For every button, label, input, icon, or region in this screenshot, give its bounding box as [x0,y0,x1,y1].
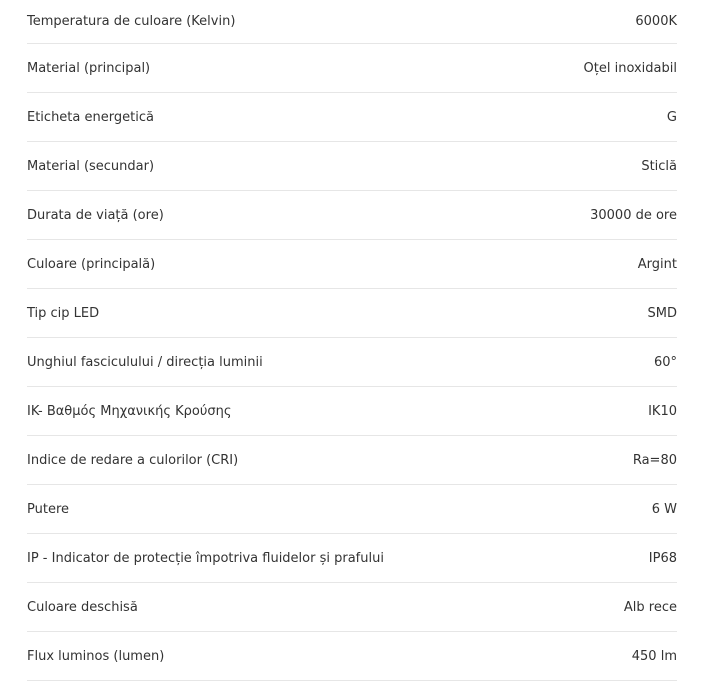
spec-row-material-secondary [27,142,677,191]
spec-label: Unghiul fasciculului / direcția luminii [27,354,263,370]
spec-value: G [666,109,677,125]
spec-row-ip-rating [27,534,677,583]
spec-value: Sticlă [641,158,677,174]
spec-label: Indice de redare a culorilor (CRI) [27,452,239,468]
spec-value: 6000K [635,14,677,29]
spec-value: Alb rece [623,599,677,615]
spec-row-color-primary [27,240,677,289]
spec-value: IP68 [648,550,677,566]
spec-value: 450 lm [631,648,677,664]
spec-table [27,0,677,681]
spec-value: 30000 de ore [590,207,677,223]
spec-value: SMD [647,305,677,321]
spec-label: Putere [27,501,70,517]
spec-label: Culoare (principală) [27,256,156,272]
spec-value: Ra=80 [632,452,677,468]
spec-row-led-chip [27,289,677,338]
spec-label: Material (secundar) [27,158,155,174]
spec-value: 6 W [651,501,677,517]
spec-row-light-color [27,583,677,632]
spec-label: Durata de viață (ore) [27,207,164,223]
spec-row-ik-rating [27,387,677,436]
spec-value: IK10 [648,403,677,419]
spec-label: Tip cip LED [27,305,100,321]
spec-row-beam-angle [27,338,677,387]
spec-label: IP - Indicator de protecție împotriva fluidelor și prafului [27,550,384,566]
spec-label: Culoare deschisă [27,599,138,615]
spec-row-lifetime [27,191,677,240]
spec-row-color-temperature [27,0,677,44]
spec-label: Material (principal) [27,60,151,76]
spec-label: Eticheta energetică [27,109,154,125]
spec-value: Argint [637,256,677,272]
spec-row-cri [27,436,677,485]
spec-row-power [27,485,677,534]
spec-label: Temperatura de culoare (Kelvin) [27,14,236,29]
spec-label: Flux luminos (lumen) [27,648,165,664]
spec-row-material-primary [27,44,677,93]
spec-value: 60° [653,354,677,370]
spec-row-energy-label [27,93,677,142]
spec-value: Oțel inoxidabil [583,60,677,76]
spec-label: IK- Βαθμός Μηχανικής Κρούσης [27,403,232,419]
spec-row-luminous-flux [27,632,677,681]
